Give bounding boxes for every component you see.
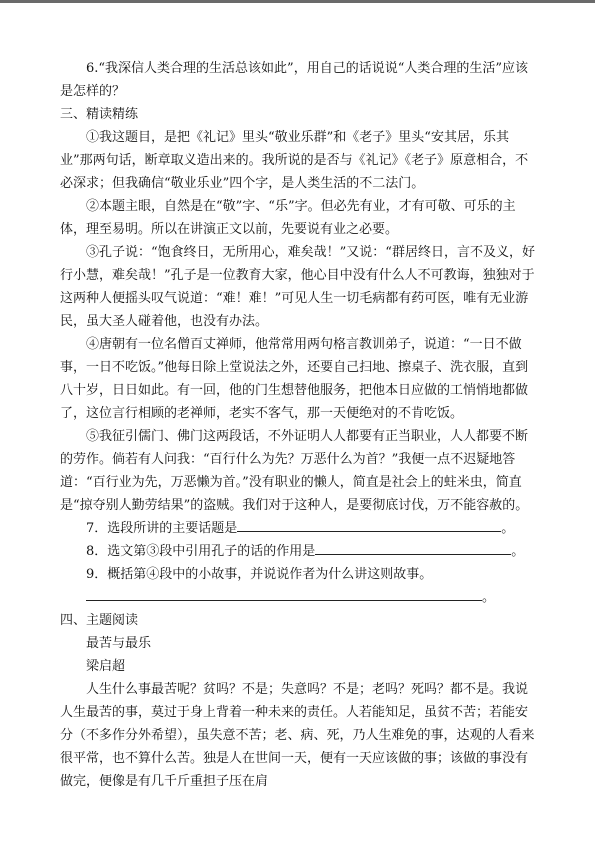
paragraph-2: ②本题主眼，自然是在“敬”字、“乐”字。但必先有业，才有可敬、可乐的主体，理至易明。所以在讲演正文以前，先要说有业之必要。 [60, 199, 516, 237]
section-3-title: 三、精读精练 [60, 107, 139, 122]
essay-paragraph: 人生什么事最苦呢？贫吗？不是；失意吗？不是；老吗？死吗？都不是。我说人生最苦的事，莫过于身上背着一种未来的责任。人若能知足，虽贫不苦；若能安分（不多作分外希望），虽失意不苦；老、病、死，乃人生难免的事，达观的人看来很平常，也不算什么苦。独是人在世间一天，便有一天应该做的事；该做的事没有做完，便像是有几千斤重担子压在肩 [60, 682, 535, 789]
paragraph-3: ③孔子说：“饱食终日，无所用心，难矣哉！”又说：“群居终日，言不及义，好行小慧，难矣哉！”孔子是一位教育大家，他心目中没有什么人不可教诲，独独对于这两种人便摇头叹气说道：“难！难！”可见人生一切毛病都有药可医，唯有无业游民，虽大圣人碰着他，也没有办法。 [60, 245, 535, 329]
period: 。 [511, 544, 525, 559]
question-9-answer-line [60, 586, 538, 609]
question-9: 9．概括第④段中的小故事，并说说作者为什么讲这则故事。 [86, 567, 433, 582]
period: 。 [482, 590, 496, 605]
question-8-text: 8．选文第③段中引用孔子的话的作用是 [86, 544, 316, 559]
document-body [60, 57, 538, 793]
section-4-title: 四、主题阅读 [60, 613, 139, 628]
question-6: 6.“我深信人类合理的生活总该如此”，用自己的话说说“人类合理的生活”应该是怎样的？ [60, 61, 528, 99]
answer-blank-8[interactable] [315, 540, 511, 555]
question-7-text: 7．选段所讲的主要话题是 [86, 521, 238, 536]
paragraph-1: ①我这题目，是把《礼记》里头“敬业乐群”和《老子》里头“安其居，乐其业”那两句话，断章取义造出来的。我所说的是否与《礼记》《老子》原意相合，不必深求；但我确信“敬业乐业”四个字，是人类生活的不二法门。 [60, 130, 529, 191]
essay-title: 最苦与最乐 [86, 636, 152, 651]
header-rule [0, 0, 595, 3]
period: 。 [501, 521, 515, 536]
question-7 [60, 517, 538, 540]
answer-blank-7[interactable] [237, 517, 501, 532]
answer-blank-9[interactable] [86, 586, 482, 601]
question-8 [60, 540, 538, 563]
paragraph-5: ⑤我征引儒门、佛门这两段话，不外证明人人都要有正当职业，人人都要不断的劳作。倘若有人问我：“百行什么为先？万恶什么为首？”我便一点不迟疑地答道：“百行业为先，万恶懒为首。”没有职业的懒人，简直是社会上的蛀米虫，简直是“掠夺别人勤劳结果”的盗贼。我们对于这种人，是要彻底讨伐，万不能容赦的。 [60, 429, 529, 513]
paragraph-4: ④唐朝有一位名僧百丈禅师，他常常用两句格言教训弟子，说道：“一日不做事，一日不吃饭。”他每日除上堂说法之外，还要自己扫地、擦桌子、洗衣服，直到八十岁，日日如此。有一回，他的门生想替他服务，把他本日应做的工悄悄地都做了，这位言行相顾的老禅师，老实不客气，那一天便绝对的不肯吃饭。 [60, 337, 529, 421]
essay-author: 梁启超 [86, 659, 126, 674]
